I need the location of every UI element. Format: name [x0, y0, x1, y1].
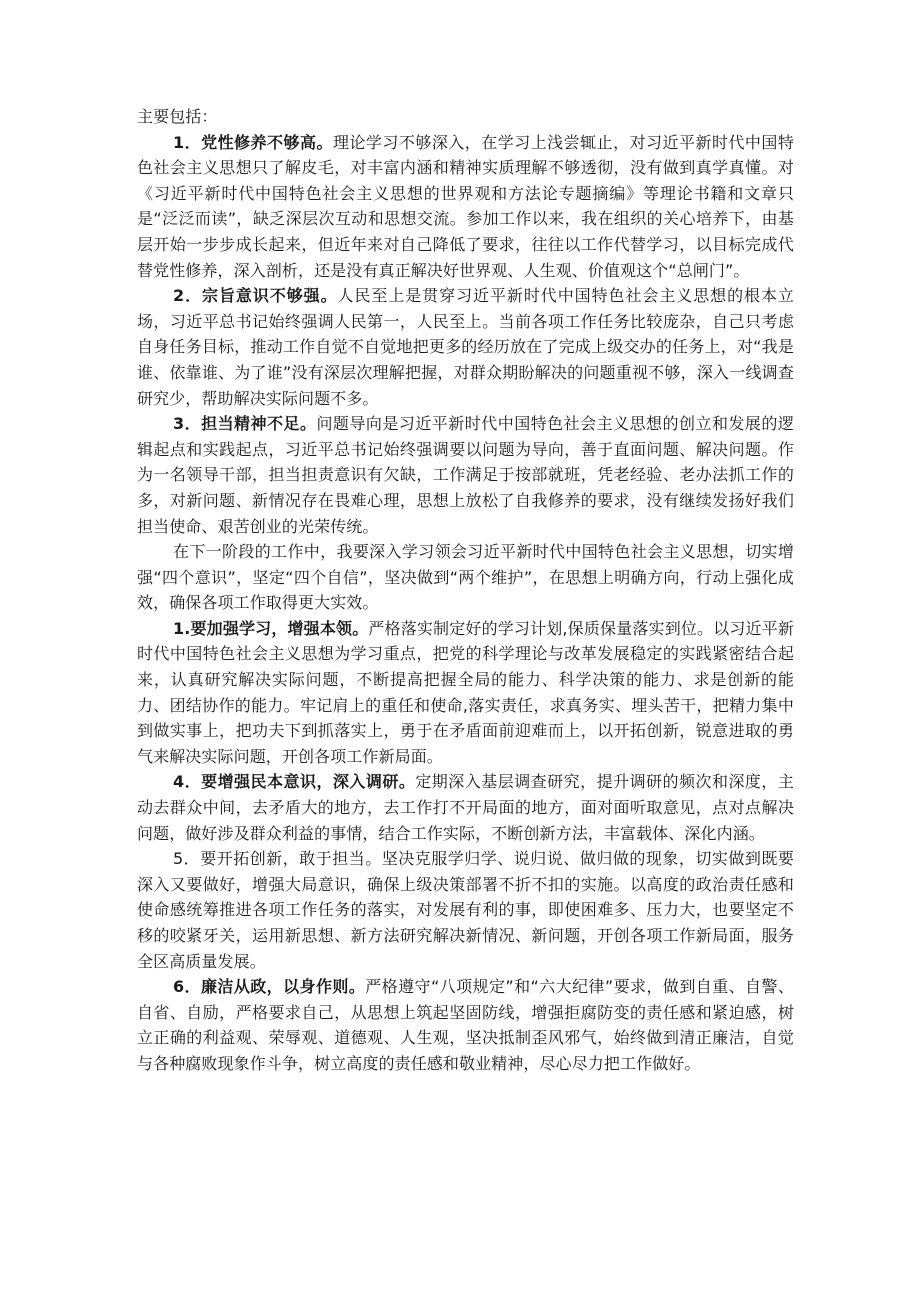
paragraph-party-cultivation — [137, 130, 794, 284]
paragraph-heading: 6．廉洁从政，以身作则。 — [173, 977, 366, 997]
paragraph-integrity — [137, 974, 794, 1076]
paragraph-heading: 1．党性修养不够高。 — [173, 132, 333, 152]
paragraph-intro — [137, 104, 794, 130]
paragraph-innovation — [137, 846, 794, 974]
paragraph-people-awareness — [137, 769, 794, 846]
paragraph-text: 主要包括： — [137, 107, 218, 126]
document-body — [137, 104, 794, 1077]
paragraph-text: 人民至上是贯穿习近平新时代中国特色社会主义思想的根本立场，习近平总书记始终强调人民第一，人民至上。当前各项工作任务比较庞杂，自己只考虑自身任务目标，推动工作自觉不自觉地把更多的经历放在了完成上级交办的任务上，对“我是谁、依靠谁、为了谁”没有深层次理解把握，对群众期盼解决的问题重视不够，深入一线调查研究少，帮助解决实际问题不多。 — [137, 286, 794, 408]
paragraph-strengthen-study — [137, 616, 794, 770]
paragraph-next-stage — [137, 539, 794, 616]
paragraph-text: 严格落实制定好的学习计划,保质保量落实到位。以习近平新时代中国特色社会主义思想为学习重点，把党的科学理论与改革发展稳定的实践紧密结合起来，认真研究解决实际问题，不断提高把握全局的能力、科学决策的能力、求是创新的能力、团结协作的能力。牢记肩上的重任和使命,落实责任，求真务实、埋头苦干，把精力集中到做实事上，把功夫下到抓落实上，勇于在矛盾面前迎难而上，以开拓创新，锐意进取的勇气来解决实际问题，开创各项工作新局面。 — [137, 618, 795, 766]
paragraph-text: 严格遵守“八项规定”和“六大纪律”要求，做到自重、自警、自省、自励，严格要求自己，从思想上筑起坚固防线，增强拒腐防变的责任感和紧迫感，树立正确的利益观、荣辱观、道德观、人生观，坚决抵制歪风邪气，始终做到清正廉洁，自觉与各种腐败现象作斗争，树立高度的责任感和敬业精神，尽心尽力把工作做好。 — [137, 977, 794, 1073]
paragraph-text: 理论学习不够深入，在学习上浅尝辄止，对习近平新时代中国特色社会主义思想只了解皮毛，对丰富内涵和精神实质理解不够透彻，没有做到真学真懂。对《习近平新时代中国特色社会主义思想的世界观和方法论专题摘编》等理论书籍和文章只是“泛泛而读”，缺乏深层次互动和思想交流。参加工作以来，我在组织的关心培养下，由基层开始一步步成长起来，但近年来对自己降低了要求，往往以工作代替学习，以目标完成代替党性修养，深入剖析，还是没有真正解决好世界观、人生观、价值观这个“总闸门”。 — [137, 132, 794, 280]
paragraph-purpose-awareness — [137, 283, 794, 411]
paragraph-heading: 1.要加强学习，增强本领。 — [173, 618, 369, 638]
paragraph-responsibility — [137, 411, 794, 539]
paragraph-text: 5．要开拓创新，敢于担当。坚决克服学归学、说归说、做归做的现象，切实做到既要深入又要做好，增强大局意识，确保上级决策部署不折不扣的实施。以高度的政治责任感和使命感统筹推进各项工作任务的落实，对发展有利的事，即使困难多、压力大，也要坚定不移的咬紧牙关，运用新思想、新方法研究解决新情况、新问题，开创各项工作新局面，服务全区高质量发展。 — [137, 849, 794, 971]
paragraph-text: 问题导向是习近平新时代中国特色社会主义思想的创立和发展的逻辑起点和实践起点，习近平总书记始终强调要以问题为导向，善于直面问题、解决问题。作为一名领导干部，担当担责意识有欠缺，工作满足于按部就班，凭老经验、老办法抓工作的多，对新问题、新情况存在畏难心理，思想上放松了自我修养的要求，没有继续发扬好我们担当使命、艰苦创业的光荣传统。 — [137, 414, 794, 536]
paragraph-heading: 3．担当精神不足。 — [173, 414, 317, 434]
paragraph-text: 在下一阶段的工作中，我要深入学习领会习近平新时代中国特色社会主义思想，切实增强“四个意识”，坚定“四个自信”，坚决做到“两个维护”，在思想上明确方向，行动上强化成效，确保各项工作取得更大实效。 — [137, 542, 794, 613]
paragraph-heading: 4．要增强民本意识，深入调研。 — [173, 772, 416, 792]
paragraph-text: 定期深入基层调查研究，提升调研的频次和深度，主动去群众中间，去矛盾大的地方，去工作打不开局面的地方，面对面听取意见，点对点解决问题，做好涉及群众利益的事情，结合工作实际，不断创新方法，丰富载体、深化内涵。 — [137, 772, 794, 843]
paragraph-heading: 2．宗旨意识不够强。 — [173, 286, 338, 306]
